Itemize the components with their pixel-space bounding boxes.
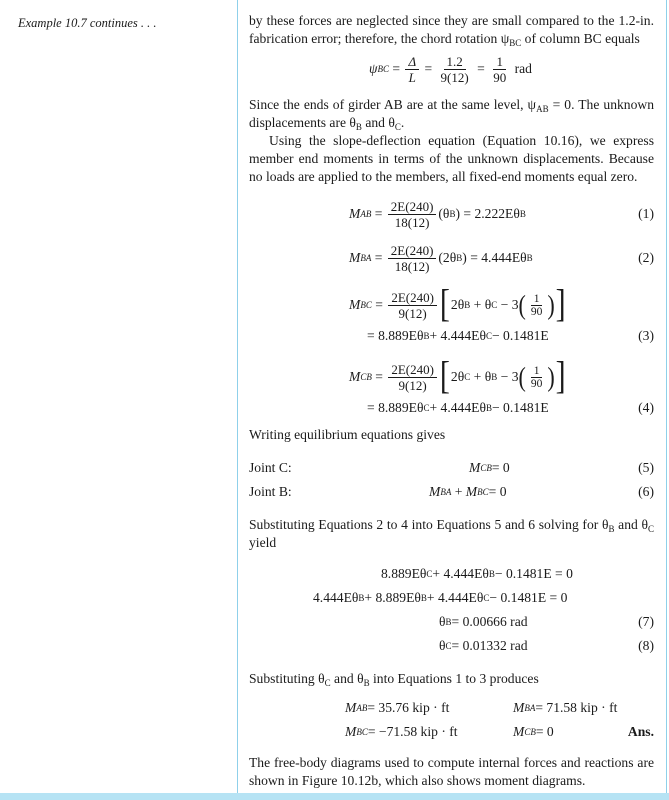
paragraph-4: Writing equilibrium equations gives bbox=[249, 427, 446, 442]
equation-6: Joint B: M BA + M BC = 0 (6) bbox=[249, 484, 654, 499]
equation-1: M AB = $\frac{2E(240)}{18(12)}$ (θ B ) = 2.222Eθ B (1) bbox=[349, 198, 654, 230]
system-line-2: 4.444Eθ B + 8.889Eθ B + 4.444Eθ C − 0.1481E = 0 bbox=[313, 590, 568, 605]
main-text bbox=[249, 12, 654, 790]
margin-rule bbox=[237, 0, 238, 793]
paragraph-2: Since the ends of girder AB are at the same level, $\psi_{AB} = 0$. The unknown displacements are $\theta_B$ and $\theta_C$. bbox=[249, 97, 654, 132]
equation-5: Joint C: M CB = 0 (5) bbox=[249, 460, 654, 475]
equation-8: θ C = 0.01332 rad (8) bbox=[439, 638, 654, 653]
paragraph-1: by these forces are neglected since they are small compared to the 1.2-in. fabrication error; therefore, the chord rotation $\psi_{BC}$ of column BC equals bbox=[249, 13, 654, 48]
answer-label: Ans. bbox=[627, 724, 654, 739]
bottom-bar bbox=[0, 793, 669, 800]
equation-3: M BC = $\frac{2E(240)}{9(12)}$ [ 2θ B + θ C − 3 ( $\frac{1}{90}$ ) ] bbox=[349, 282, 566, 326]
eq-psi: ψ BC = $\frac{\Delta}{L}$ = $\frac{1.2}{9(12)}$ = $\frac{1}{90}$ rad bbox=[369, 53, 532, 85]
equation-4: M CB = $\frac{2E(240)}{9(12)}$ [ 2θ C + θ B − 3 ( $\frac{1}{90}$ ) ] bbox=[349, 354, 566, 398]
paragraph-7: The free-body diagrams used to compute internal forces and reactions are shown in Figure 10.12b, which also shows moment diagrams. bbox=[249, 755, 654, 788]
equation-7: θ B = 0.00666 rad (7) bbox=[439, 614, 654, 629]
paragraph-5: Substituting Equations 2 to 4 into Equations 5 and 6 solving for $\theta_B$ and $\theta_C$ yield bbox=[249, 517, 655, 550]
paragraph-6: Substituting $\theta_C$ and $\theta_B$ into Equations 1 to 3 produces bbox=[249, 671, 539, 688]
results-row-2: M BC = −71.58 kip · ft M CB = 0 Ans. bbox=[249, 720, 654, 744]
system-line-1: 8.889Eθ C + 4.444Eθ B − 0.1481E = 0 bbox=[381, 566, 573, 581]
paragraph-3: Using the slope-deflection equation (Equation 10.16), we express member end moments in terms of the unknown displacements. Because no loads are applied to the members, all fixed-end moments equal zero. bbox=[249, 133, 654, 184]
equation-3-cont: = 8.889Eθ B + 4.444Eθ C − 0.1481E (3) bbox=[367, 328, 654, 343]
equation-2: M BA = $\frac{2E(240)}{18(12)}$ (2θ B ) = 4.444Eθ B (2) bbox=[349, 242, 654, 274]
results-row-1: M AB = 35.76 kip · ft M BA = 71.58 kip · ft bbox=[345, 700, 618, 715]
example-label: Example 10.7 continues . . . bbox=[18, 16, 157, 30]
equation-4-cont: = 8.889Eθ C + 4.444Eθ B − 0.1481E (4) bbox=[367, 400, 654, 415]
